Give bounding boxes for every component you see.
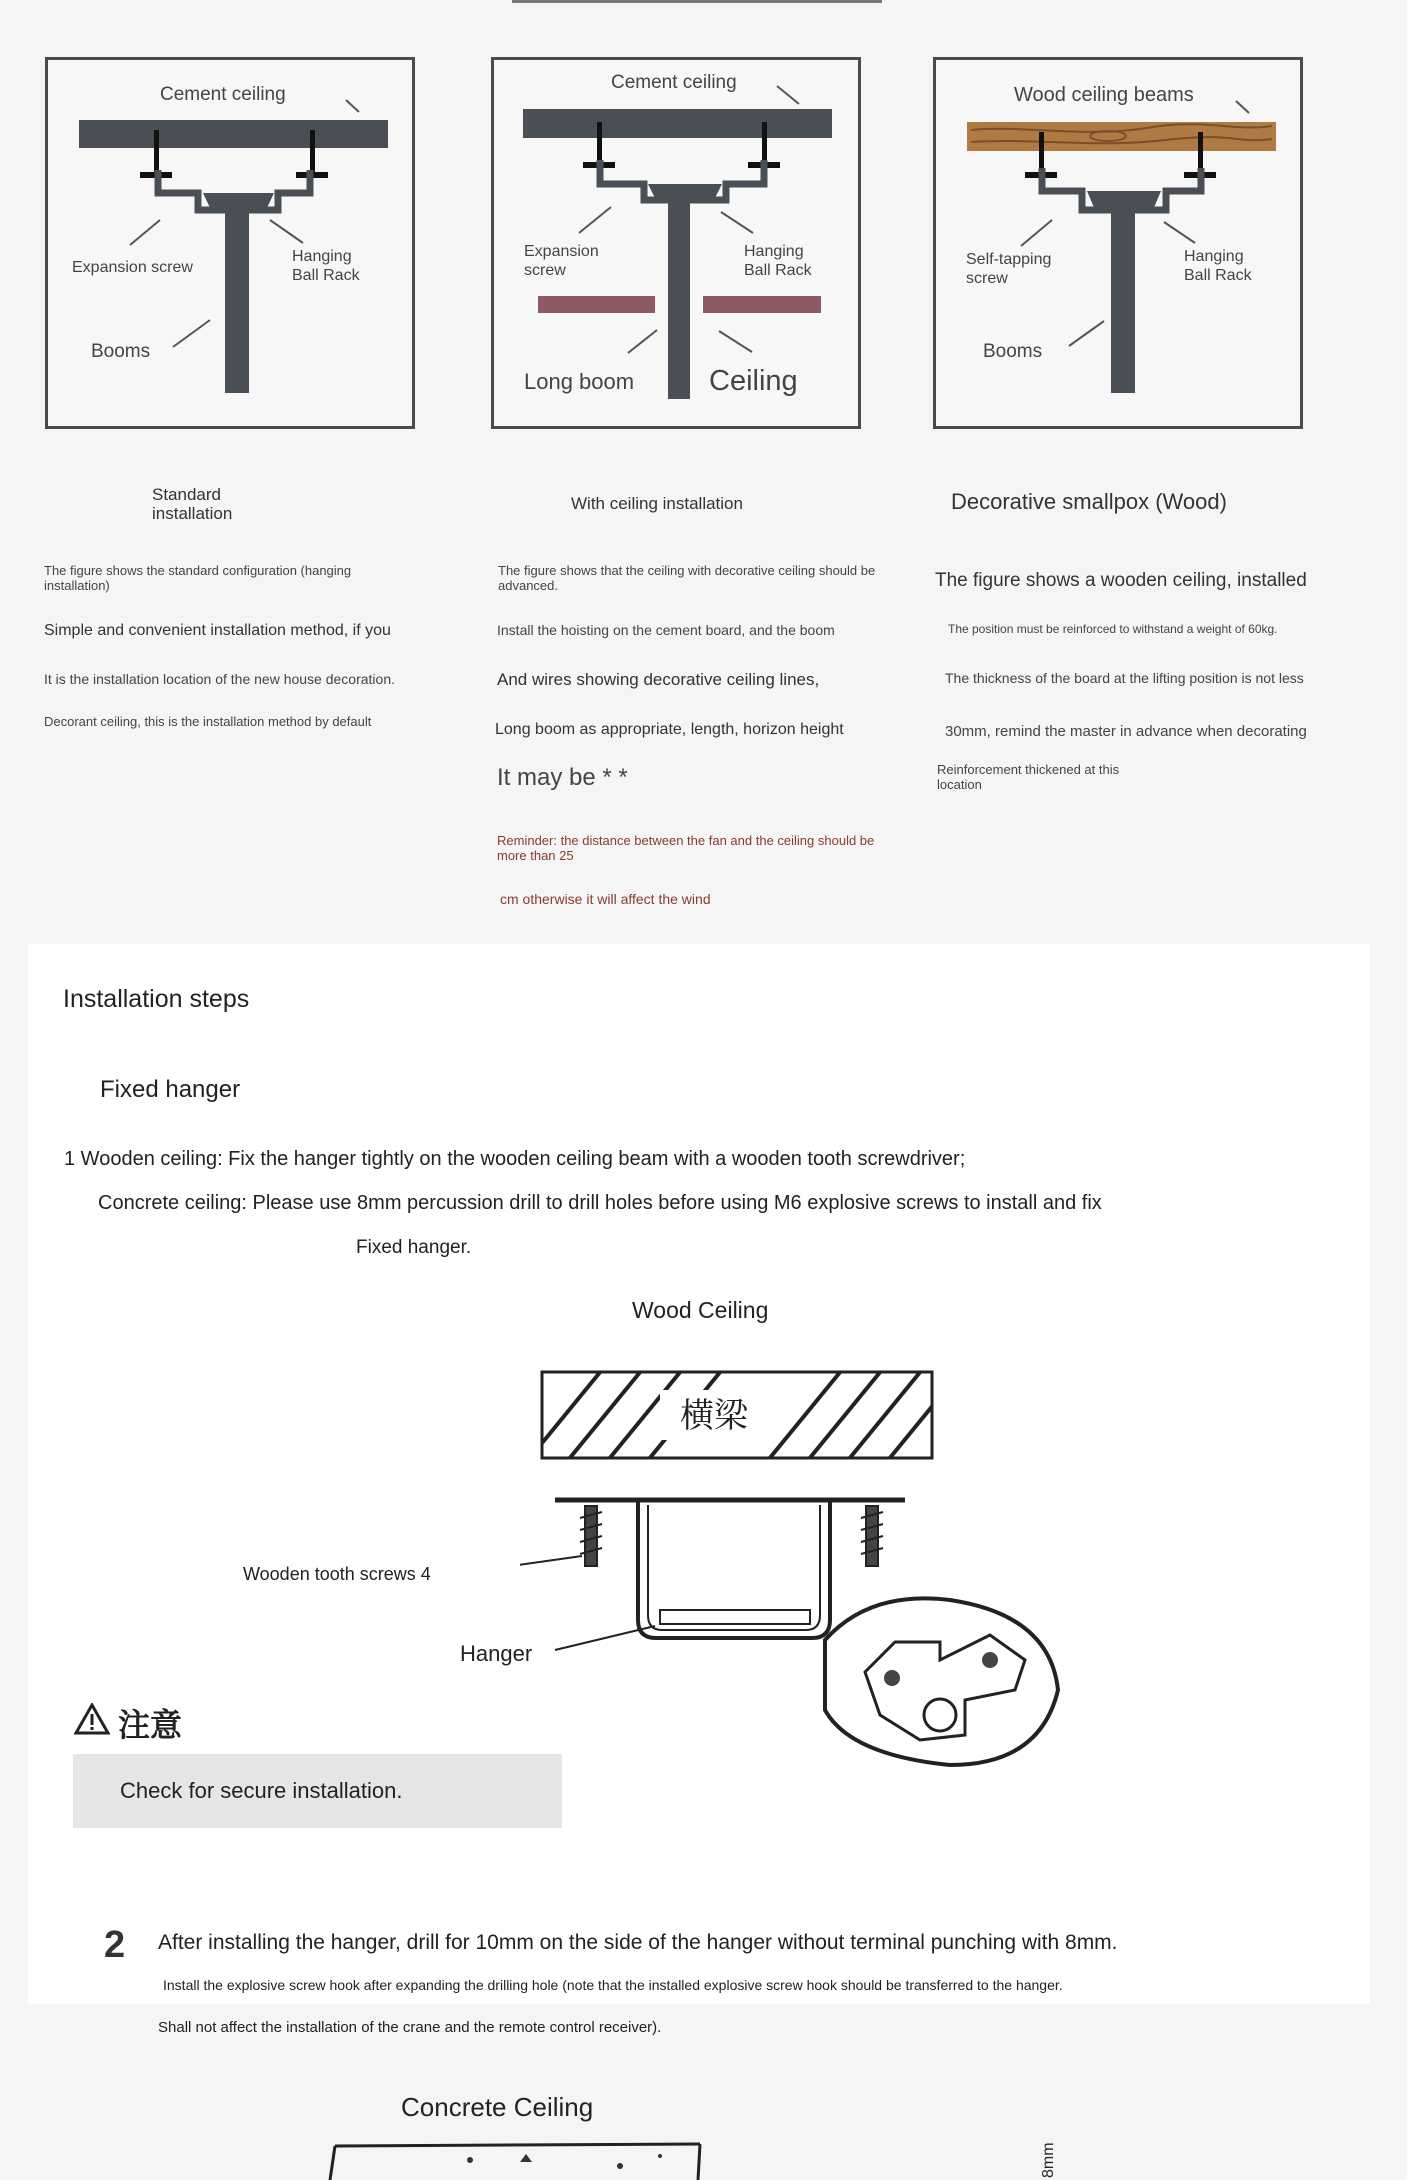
- step1-line: Concrete ceiling: Please use 8mm percussion drill to drill holes before using M6 explosive screws to install and fix: [98, 1192, 1102, 1214]
- hanging-ball-rack-label: Hanging Ball Rack: [1184, 248, 1252, 284]
- diagram-panel-standard: [45, 57, 415, 429]
- concrete-ceiling-title: Concrete Ceiling: [401, 2092, 594, 2122]
- standard-mount-diagram: [48, 60, 412, 426]
- step2-number: 2: [104, 1924, 126, 1966]
- step2-line: Install the explosive screw hook after expanding the drilling hole (note that the installed explosive screw hook should be transferred to the hanger.: [163, 1977, 1063, 1993]
- booms-label: Booms: [91, 341, 151, 362]
- hanging-ball-rack-label: Hanging Ball Rack: [292, 248, 360, 284]
- caption-wood: Decorative smallpox (Wood): [951, 489, 1227, 514]
- note-text: The thickness of the board at the lifting position is not less: [945, 670, 1304, 686]
- note-text: Reinforcement thickened at this location: [937, 762, 1120, 792]
- step1-line: Fixed hanger.: [356, 1237, 472, 1258]
- note-text: 30mm, remind the master in advance when decorating: [945, 723, 1307, 740]
- warning-icon: [74, 1703, 110, 1735]
- step2-line: After installing the hanger, drill for 10mm on the side of the hanger without terminal punching with 8mm.: [158, 1931, 1118, 1954]
- diagram-panel-with-ceiling: [491, 57, 861, 429]
- note-text: And wires showing decorative ceiling lines,: [497, 670, 820, 689]
- screws-label: Wooden tooth screws 4: [243, 1564, 431, 1584]
- expansion-screw-label: Expansion screw: [72, 259, 193, 276]
- sub-heading: Fixed hanger: [100, 1076, 241, 1103]
- top-header-fragment: [512, 0, 882, 3]
- step2-line: Shall not affect the installation of the crane and the remote control receiver).: [158, 2019, 662, 2036]
- caption-with-ceiling: With ceiling installation: [571, 494, 743, 513]
- wood-ceiling-title: Wood Ceiling: [632, 1297, 769, 1323]
- section-heading: Installation steps: [63, 985, 250, 1013]
- note-text: The figure shows the standard configuration (hanging installation): [44, 563, 352, 593]
- hanging-ball-rack-label: Hanging Ball Rack: [744, 243, 812, 279]
- expansion-screw-label: Expansion screw: [524, 243, 599, 279]
- concrete-ceiling-diagram: [320, 2140, 740, 2180]
- beam-text: 横梁: [680, 1397, 748, 1435]
- panel-title: Wood ceiling beams: [1014, 84, 1194, 106]
- side-measure-mark: 8mm: [1040, 2142, 1057, 2178]
- notice-label: 注意: [118, 1707, 183, 1743]
- note-text: Install the hoisting on the cement board, and the boom: [497, 622, 835, 638]
- ceiling-label: Ceiling: [709, 365, 798, 397]
- note-text: It is the installation location of the new house decoration.: [44, 671, 395, 687]
- step1-line: 1 Wooden ceiling: Fix the hanger tightly on the wooden ceiling beam with a wooden tooth screwdriver;: [64, 1148, 966, 1170]
- caption-standard: Standard installation: [152, 485, 233, 523]
- reminder-text: Reminder: the distance between the fan and the ceiling should be more than 25: [497, 833, 875, 863]
- booms-label: Booms: [983, 341, 1043, 362]
- long-boom-label: Long boom: [524, 369, 635, 394]
- wood-hanger-diagram: [520, 1360, 1140, 1780]
- notice-text: Check for secure installation.: [120, 1778, 403, 1803]
- note-text: Decorant ceiling, this is the installation method by default: [44, 714, 372, 729]
- wood-mount-diagram: [936, 60, 1300, 426]
- note-text: The figure shows a wooden ceiling, installed: [935, 570, 1307, 591]
- diagram-panel-wood: [933, 57, 1303, 429]
- note-text: Long boom as appropriate, length, horizon height: [495, 721, 844, 738]
- note-text: It may be * *: [497, 764, 628, 791]
- self-tapping-screw-label: Self-tapping screw: [966, 251, 1052, 287]
- note-text: The position must be reinforced to withstand a weight of 60kg.: [948, 622, 1278, 636]
- panel-title: Cement ceiling: [611, 72, 737, 93]
- note-text: The figure shows that the ceiling with decorative ceiling should be advanced.: [498, 563, 876, 593]
- reminder-text: cm otherwise it will affect the wind: [500, 891, 711, 907]
- hanger-label: Hanger: [460, 1641, 533, 1666]
- note-text: Simple and convenient installation method, if you: [44, 622, 391, 639]
- panel-title: Cement ceiling: [160, 84, 286, 105]
